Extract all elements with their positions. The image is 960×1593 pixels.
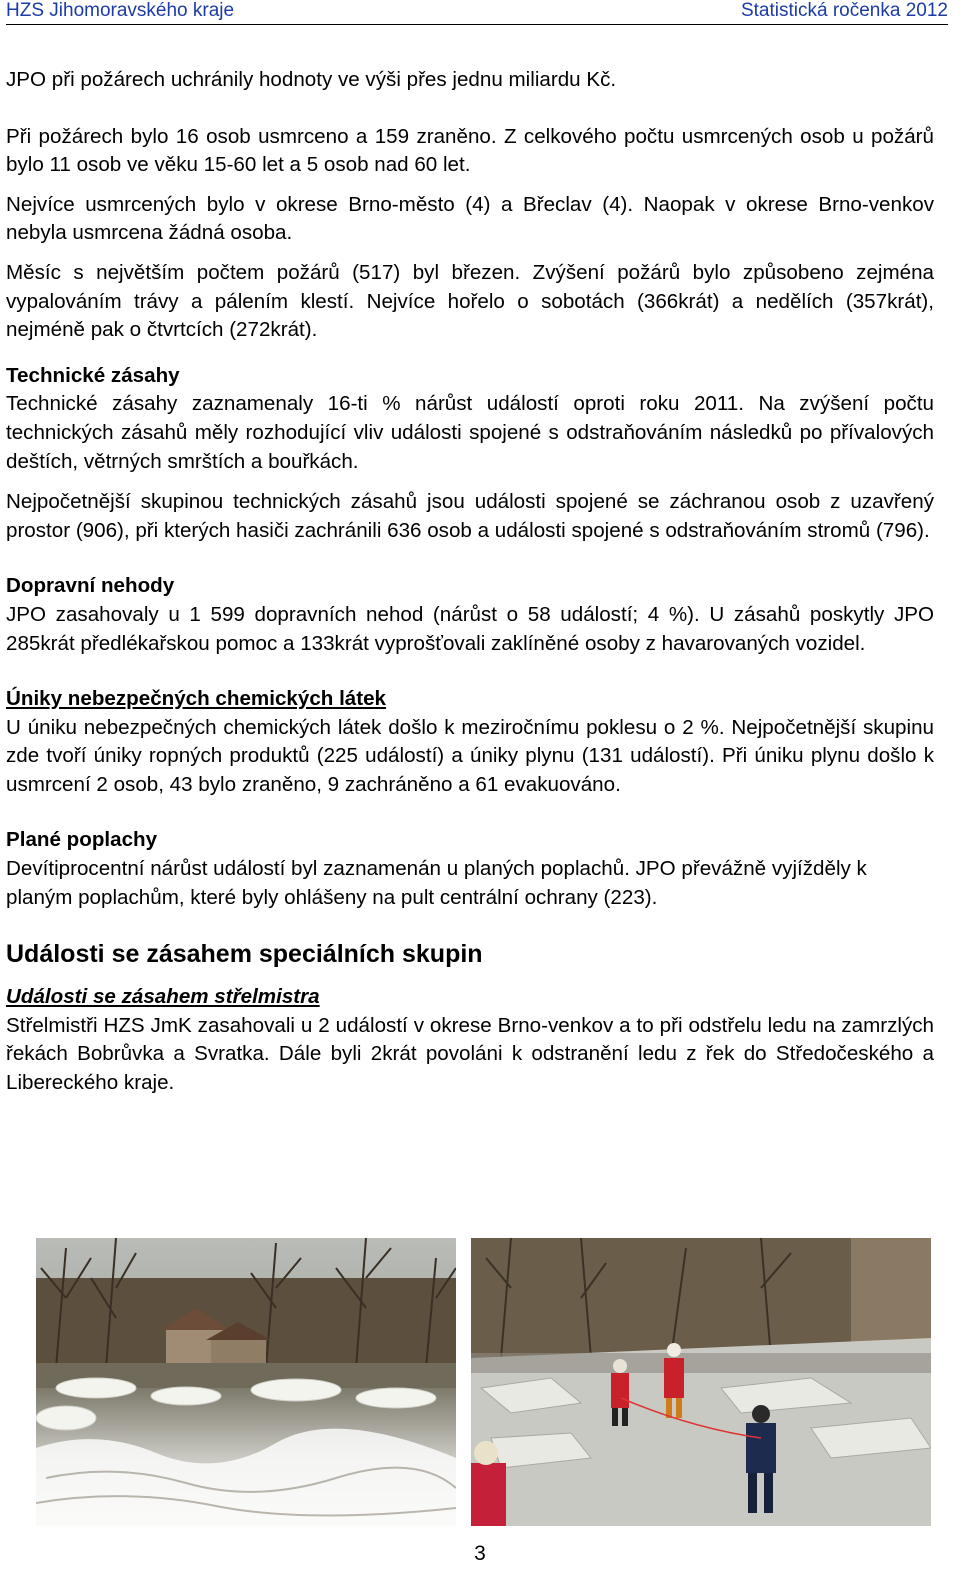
paragraph-casualties: Při požárech bylo 16 osob usmrceno a 159 zraněno. Z celkového počtu usmrcených osob u požárů bylo 11 osob ve věku 15-60 let a 5 osob nad 60 let. — [6, 124, 934, 177]
heading-chemical-leaks: Úniky nebezpečných chemických látek — [6, 687, 387, 711]
photo-rescuers-on-ice — [471, 1238, 931, 1526]
heading-special-groups: Události se zásahem speciálních skupin — [6, 940, 483, 969]
paragraph-deaths-by-district: Nejvíce usmrcených bylo v okrese Brno-město (4) a Břeclav (4). Naopak v okrese Brno-venkov nebyla usmrcena žádná osoba. — [6, 192, 934, 245]
paragraph-chemical-leaks: U úniku nebezpečných chemických látek došlo k meziročnímu poklesu o 2 %. Nejpočetnější skupinu zde tvoří úniky ropných produktů (225 událostí) a úniky plynu (131 událostí). Při úniku plynu došlo k usmrcení 2 osob, 43 bylo zraněno, 9 zachráněno a 61 evakuováno. — [6, 715, 934, 796]
heading-blaster: Události se zásahem střelmistra — [6, 985, 320, 1009]
paragraph-blaster: Střelmistři HZS JmK zasahovali u 2 událostí v okrese Brno-venkov a to při odstřelu ledu na zamrzlých řekách Bobrůvka a Svratka. Dále byli 2krát povoláni k odstranění ledu z řek do Středočeského a Libereckého kraje. — [6, 1013, 934, 1095]
photo-frozen-river — [36, 1238, 456, 1526]
heading-traffic: Dopravní nehody — [6, 574, 175, 598]
paragraph-fires-by-month: Měsíc s největším počtem požárů (517) byl březen. Zvýšení požárů bylo způsobeno zejména vypalováním trávy a pálením klestí. Nejvíce hořelo o sobotách (366krát) a nedělích (357krát), nejméně pak o čtvrtcích (272krát). — [6, 260, 934, 342]
paragraph-technical-2: Nejpočetnější skupinou technických zásahů jsou události spojené se záchranou osob z uzavřený prostor (906), při kterých hasiči zachránili 636 osob a události spojené s odstraňováním stromů (796). — [6, 490, 934, 542]
header-right: Statistická ročenka 2012 — [740, 0, 948, 21]
running-header — [6, 0, 948, 25]
heading-false-alarms: Plané poplachy — [6, 828, 158, 852]
paragraph-value-saved: JPO při požárech uchránily hodnoty ve výši přes jednu miliardu Kč. — [6, 68, 617, 91]
paragraph-false-alarms: Devítiprocentní nárůst událostí byl zaznamenán u planých poplachů. JPO převážně vyjížděly k planým poplachům, které byly ohlášeny na pult centrální ochrany (223). — [6, 857, 867, 909]
page-content — [6, 66, 934, 1098]
page-number: 3 — [474, 1542, 486, 1565]
header-left: HZS Jihomoravského kraje — [6, 0, 235, 21]
heading-technical: Technické zásahy — [6, 363, 180, 387]
paragraph-technical-1: Technické zásahy zaznamenaly 16-ti % nárůst událostí oproti roku 2011. Na zvýšení počtu technických zásahů měly rozhodující vliv události spojené s odstraňováním následků po přívalových deštích, větrných smrštích a bouřkách. — [6, 392, 934, 473]
paragraph-traffic: JPO zasahovaly u 1 599 dopravních nehod (nárůst o 58 událostí; 4 %). U zásahů poskytly JPO 285krát předlékařskou pomoc a 133krát vyprošťovali zaklíněné osoby z havarovaných vozidel. — [6, 602, 934, 655]
